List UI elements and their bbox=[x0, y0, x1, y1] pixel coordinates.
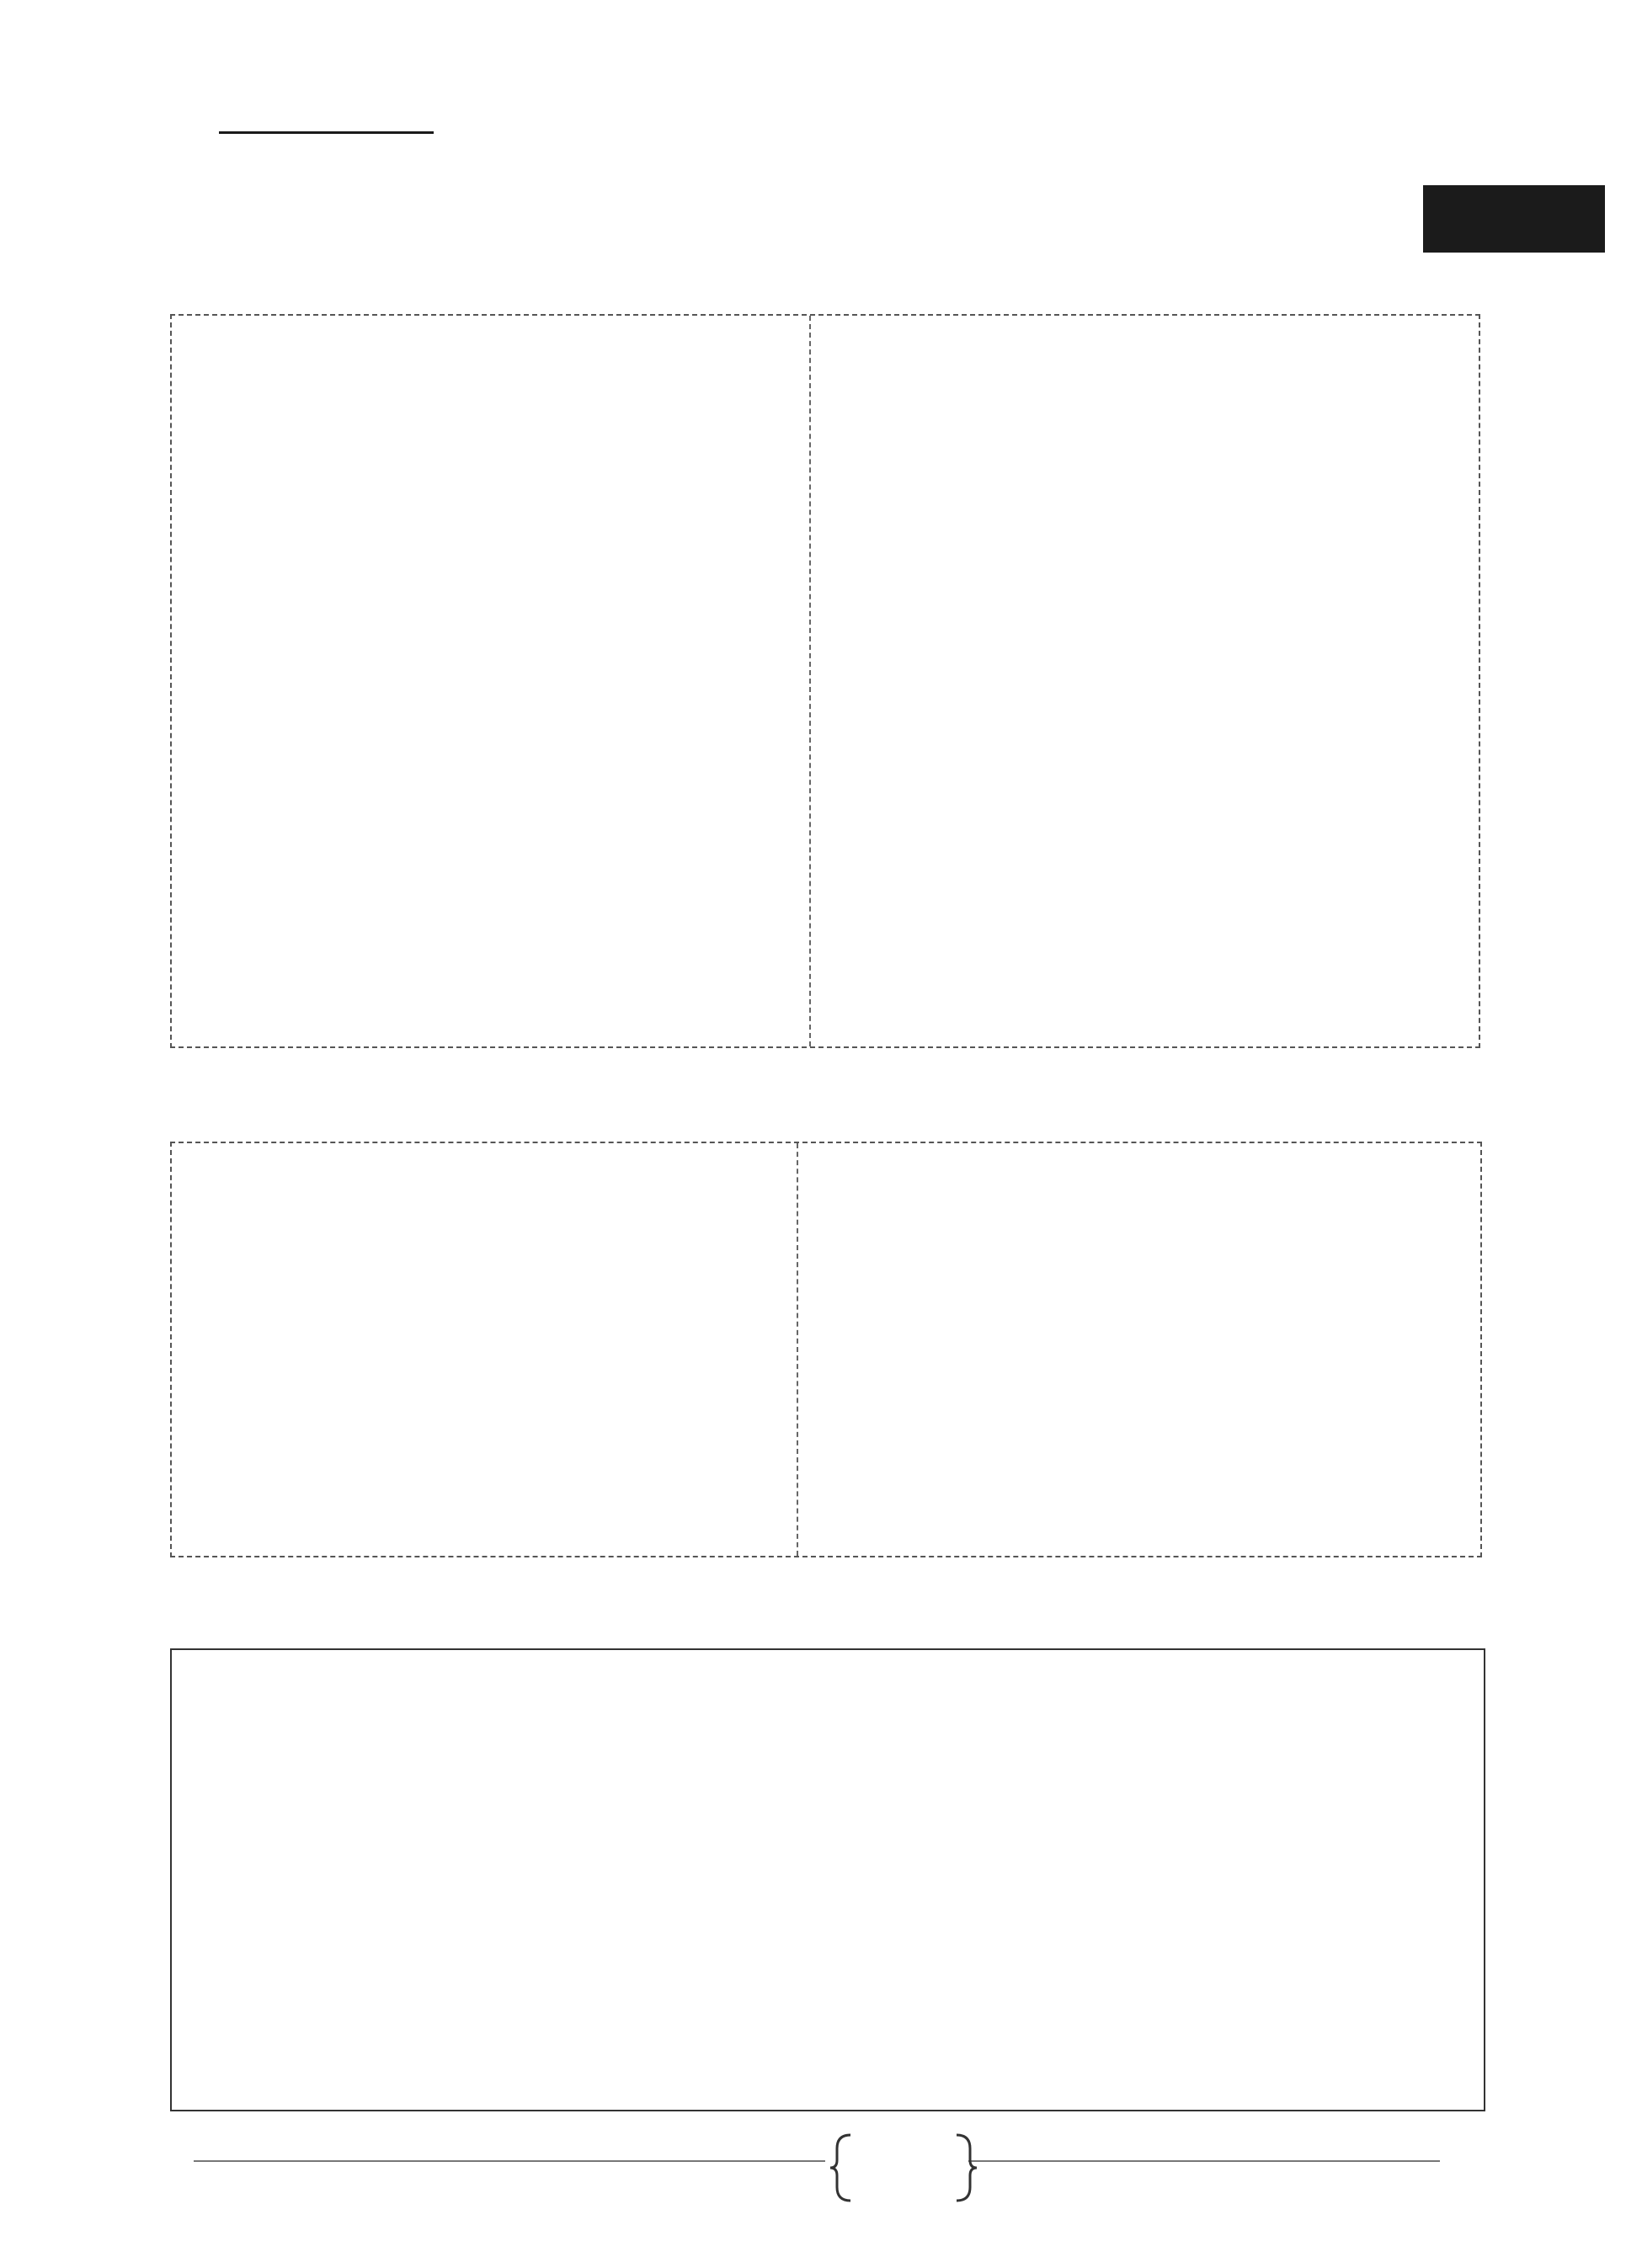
left-brace-icon bbox=[825, 2132, 859, 2204]
right-brace-icon bbox=[948, 2132, 982, 2204]
word-forms-box bbox=[170, 314, 1480, 1048]
column-divider bbox=[809, 316, 811, 1046]
unit-badge bbox=[1423, 185, 1605, 253]
footer-line-left bbox=[194, 2160, 825, 2162]
footer-line-right bbox=[968, 2160, 1440, 2162]
sentences-box bbox=[170, 1648, 1485, 2111]
column-divider bbox=[797, 1143, 798, 1556]
phrases-box bbox=[170, 1142, 1482, 1557]
part-header-underline bbox=[219, 131, 434, 134]
